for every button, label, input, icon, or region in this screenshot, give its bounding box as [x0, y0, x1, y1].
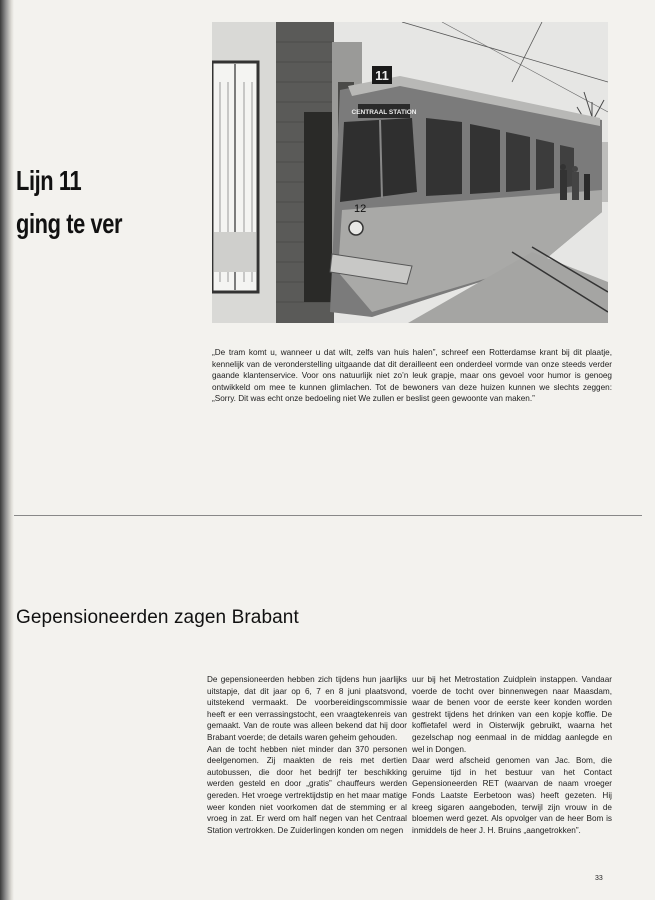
- article-column-1: [207, 674, 407, 836]
- paragraph: Aan de tocht hebben niet minder dan 370 personen deelgenomen. Zij maakten de reis met dertien autobussen, die door het bedrijf ter beschikking werden gesteld en door „gratis” chauffeurs werden gereden. Het vroege vertrektijdstip en het maar matige weer konden niet voorkomen dat de stemming er al vroeg in zat. Er werd om half negen van het Centraal Station vertrokken. De Zuiderlingen konden om negen: [207, 744, 407, 835]
- headline-line-1: Lijn 11: [16, 165, 82, 196]
- headline-line-2: ging te ver: [16, 208, 123, 239]
- destination-sign: CENTRAAL STATION: [351, 109, 417, 116]
- tram-car-number: 12: [354, 203, 367, 215]
- section-divider: [14, 515, 642, 516]
- photo-caption: „De tram komt u, wanneer u dat wilt, zelfs van huis halen”, schreef een Rotterdamse krant bij dit plaatje, kennelijk van de veronderstelling uitgaande dat dit derailleent een onderdeel vormde van onze steeds verder gaande klantenservice. Voor ons natuurlijk niet zo’n leuk grapje, maar ons gevoel voor humor is genoeg ontwikkeld om mee te kunnen glimlachen. Tot de bewoners van deze huizen kunnen we slechts zeggen: „Sorry. Dit was echt onze bedoeling niet We zullen er beslist geen gewoonte van maken.”: [212, 348, 612, 404]
- book-spine-shadow: [0, 0, 14, 900]
- page-number: 33: [595, 875, 603, 882]
- paragraph: Daar werd afscheid genomen van Jac. Bom, die geruime tijd in het bestuur van het Contact Gepensioneerden RET (waarvan de naam vroeger Fonds Laatste Eerbetoon was) heeft gezeten. Hij kreeg sigaren aangeboden, terwijl zijn vrouw in de bloemen werd gezet. Als opvolger van de heer Bom is inmiddels de heer J. H. Bruins „aangetrokken”.: [412, 756, 612, 835]
- paragraph: De gepensioneerden hebben zich tijdens hun jaarlijks uitstapje, dat dit jaar op 6, 7 en 8 juni plaatsvond, uitstekend vermaakt. De voorbereidingscommissie heeft er een verrassingstocht, een vraagtekenreis van gemaakt. Van de route was alleen bekend dat hij door Brabant voerde; de details waren geheim gehouden.: [207, 675, 407, 742]
- paragraph: uur bij het Metrostation Zuidplein instappen. Vandaar voerde de tocht over binnenwegen naar Maasdam, waar de benen voor de eerste keer konden worden gestrekt tijdens het drinken van een kopje koffie. De koffietafel werd in Oisterwijk gebruikt, waarna het gezelschap nog eenmaal in de middag aanlegde en wel in Dongen.: [412, 675, 612, 754]
- route-number-sign: 11: [375, 68, 389, 83]
- derailed-tram-photo: [212, 22, 608, 323]
- tram-illustration: [212, 22, 608, 323]
- article-title: Gepensioneerden zagen Brabant: [16, 607, 299, 628]
- article-column-2: [412, 674, 612, 836]
